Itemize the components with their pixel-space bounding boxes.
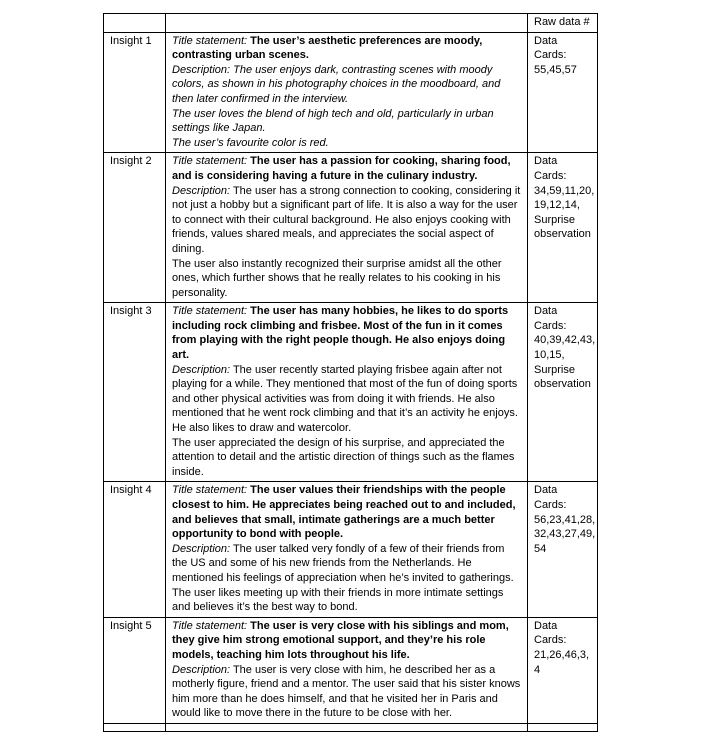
raw-data-line: observation (534, 228, 591, 241)
raw-data-line: Data Cards: (534, 155, 567, 182)
raw-data-cell (528, 153, 598, 303)
title-text: The user has many hobbies, he likes to do sports including rock climbing and frisbee. Most of the fun in it comes from playing with the right people though. He also enjoys doing art. (172, 305, 509, 362)
raw-data-line: 56,23,41,28, (534, 513, 596, 526)
description-label: Description: (172, 663, 231, 676)
title-text: The user values their friendships with the people closest to him. He appreciates being reached out to and included, and believes that small, intimate gatherings are a much better opportunity to bond with people. (172, 484, 516, 541)
insight-label-cell: Insight 3 (104, 303, 166, 482)
table-row (104, 32, 598, 153)
description-text: The user recently started playing frisbee again after not playing for a while. They mentioned that most of the fun of doing sports and other physical activities was from doing it with friends. He also mentioned that he went rock climbing and that it’s an activity he enjoys. He also likes to draw and watercolor. (172, 363, 518, 435)
insight-content-cell (166, 482, 528, 617)
raw-data-cell (528, 32, 598, 153)
raw-data-line: 21,26,46,3, (534, 648, 590, 661)
title-text: The user has a passion for cooking, sharing food, and is considering having a future in the culinary industry. (172, 155, 511, 182)
raw-data-line: Surprise (534, 213, 575, 226)
description-text: The user enjoys dark, contrasting scenes with moody colors, as shown in his photography choices in the moodboard, and then later confirmed in the interview. (172, 63, 501, 105)
insight-label-cell: Insight 1 (104, 32, 166, 153)
description-text: The user is very close with him, he described her as a motherly figure, friend and a mentor. The user said that his sister knows him more than he does himself, and that he visited her in Paris and would like to move there in the future to be close with her. (172, 663, 521, 720)
insight-content-cell (166, 153, 528, 303)
insight-content-cell (166, 723, 528, 731)
description (172, 63, 522, 107)
raw-data-line: Data Cards: (534, 619, 567, 647)
description-paragraph: The user loves the blend of high tech and old, particularly in urban settings like Japan. (172, 107, 494, 135)
raw-data-line: Data Cards: (534, 484, 567, 511)
description-label: Description: (172, 184, 231, 197)
insight-content-cell (166, 303, 528, 482)
insight-label-cell: Insight 5 (104, 617, 166, 723)
description-paragraph: The user’s favourite color is red. (172, 136, 329, 149)
raw-data-line: 19,12,14, (534, 199, 580, 212)
header-cell-empty-2 (166, 14, 528, 33)
raw-data-line: 40,39,42,43, (534, 334, 596, 347)
description (172, 184, 522, 257)
header-row (104, 14, 598, 33)
raw-data-line: 32,43,27,49, (534, 528, 596, 541)
table-row (104, 617, 598, 723)
insight-label-cell: Insight 4 (104, 482, 166, 617)
title-text: The user is very close with his siblings and mom, they give him strong emotional support, and they’re his role models, teaching him lots throughout his life. (172, 619, 509, 661)
header-cell-empty-1 (104, 14, 166, 33)
table-row (104, 153, 598, 303)
insight-label-cell: Insight 2 (104, 153, 166, 303)
insight-label-cell (104, 723, 166, 731)
description-text: The user talked very fondly of a few of their friends from the US and some of his new friends from the Netherlands. He mentioned his feelings of appreciation when he’s invited to gatherings. The user likes meeting up with their friends in more intimate settings and believes it’s the best way to bond. (172, 542, 514, 614)
table-row (104, 303, 598, 482)
insight-content-cell (166, 617, 528, 723)
raw-data-line: 4 (534, 663, 541, 676)
raw-data-line: 55,45,57 (534, 63, 577, 76)
title-statement (172, 34, 522, 63)
raw-data-line: Data Cards: (534, 305, 567, 332)
description-paragraph: The user appreciated the design of his surprise, and appreciated the attention to detail and the artistic direction of things such as the flames inside. (172, 436, 515, 478)
title-label: Title statement: (172, 155, 248, 168)
title-text: The user’s aesthetic preferences are moody, contrasting urban scenes. (172, 34, 483, 62)
description (172, 363, 522, 436)
raw-data-cell (528, 303, 598, 482)
description-text: The user has a strong connection to cooking, considering it not just a hobby but a significant part of life. It is also a way for the user to connect with their cultural background. He also enjoys cooking with friends, values shared meals, and appreciates the social aspect of dining. (172, 184, 521, 255)
title-label: Title statement: (172, 34, 248, 47)
raw-data-cell (528, 617, 598, 723)
insight-content-cell (166, 32, 528, 153)
raw-data-cell (528, 482, 598, 617)
raw-data-line: Surprise (534, 363, 575, 376)
title-label: Title statement: (172, 305, 248, 318)
raw-data-line: 10,15, (534, 349, 565, 362)
description-label: Description: (172, 63, 231, 76)
title-statement (172, 483, 522, 541)
title-statement (172, 619, 522, 663)
raw-data-line: 54 (534, 542, 547, 555)
table-row (104, 482, 598, 617)
description-label: Description: (172, 542, 231, 555)
description-label: Description: (172, 363, 231, 376)
raw-data-line: observation (534, 378, 591, 391)
table-row-cutoff (104, 723, 598, 731)
title-label: Title statement: (172, 484, 248, 497)
insights-table (103, 13, 598, 732)
raw-data-line: 34,59,11,20, (534, 184, 595, 197)
title-statement (172, 304, 522, 362)
description (172, 542, 522, 615)
raw-data-cell (528, 723, 598, 731)
description-paragraph: The user also instantly recognized their surprise amidst all the other ones, which further shows that he really relates to his cooking in his personality. (172, 257, 502, 299)
table-body (104, 32, 598, 731)
title-statement (172, 154, 522, 183)
title-label: Title statement: (172, 619, 248, 632)
header-cell-raw-data: Raw data # (528, 14, 598, 33)
raw-data-line: Data Cards: (534, 34, 567, 62)
